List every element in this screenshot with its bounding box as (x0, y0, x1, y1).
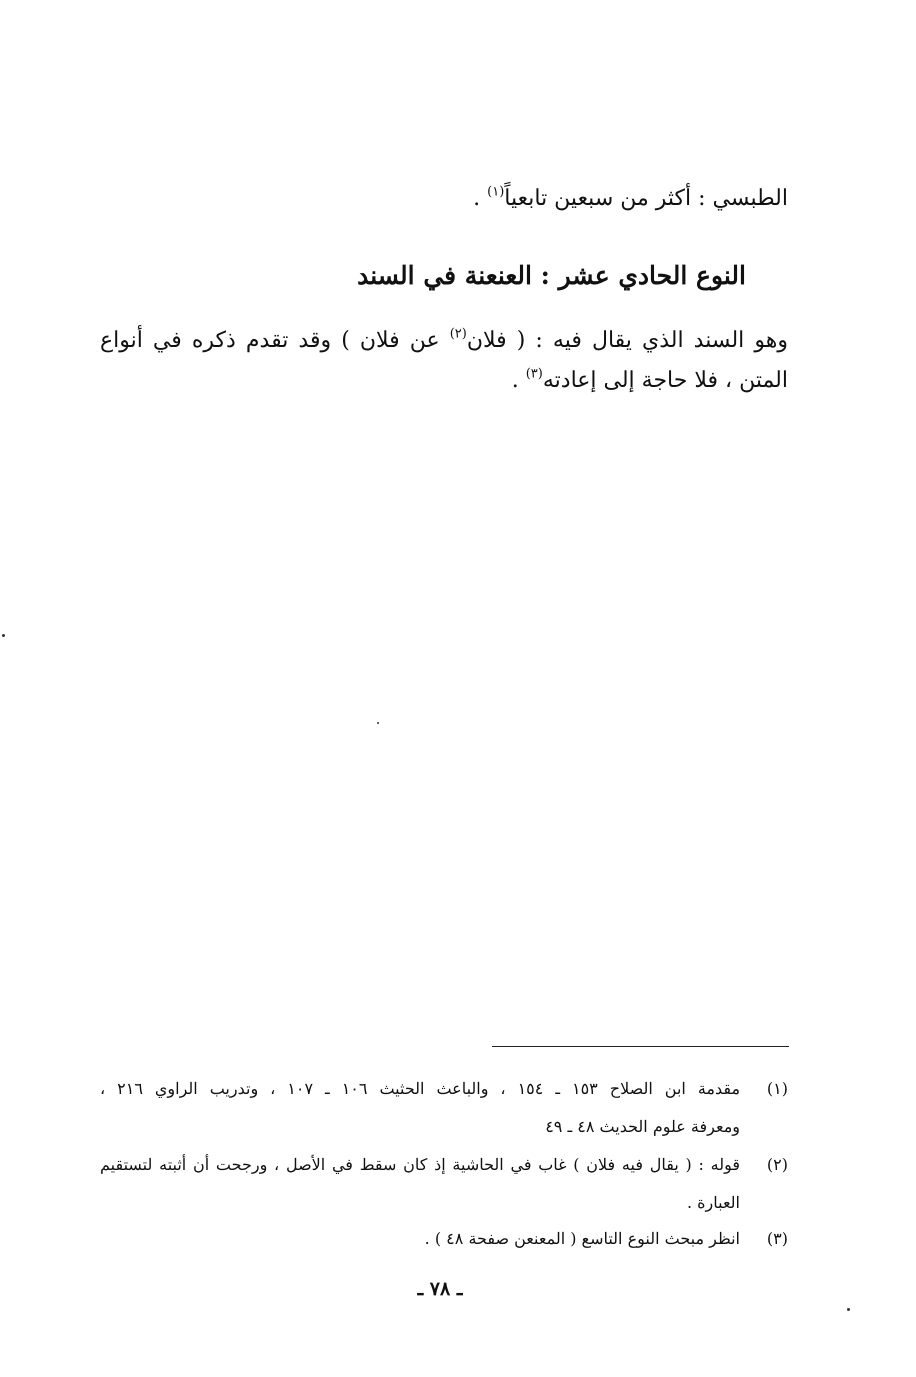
scan-speck (847, 1308, 850, 1311)
footnote-separator (492, 1046, 789, 1047)
section-heading: النوع الحادي عشر : العنعنة في السند (357, 261, 746, 290)
footnote-ref-1[interactable]: (١) (487, 184, 505, 200)
paragraph-text: وهو السند الذي يقال فيه : ( فلان (466, 328, 788, 353)
paragraph-text: عن فلان ) وقد تقدم ذكره في أنواع (100, 328, 450, 353)
footnote-ref-3[interactable]: (٣) (525, 366, 543, 382)
footnote-number-3: (٣) (766, 1229, 788, 1248)
paragraph-text-end: . (511, 368, 526, 393)
body-line-continuation (473, 184, 788, 214)
paragraph-text: المتن ، فلا حاجة إلى إعادته (542, 368, 788, 393)
footnote-1-line-2: ومعرفة علوم الحديث ٤٨ ـ ٤٩ (545, 1117, 740, 1136)
footnote-3-line-1: انظر مبحث النوع التاسع ( المعنعن صفحة ٤٨ ) . (424, 1229, 740, 1248)
body-text-end: . (473, 186, 488, 211)
footnote-ref-2[interactable]: (٢) (449, 326, 467, 342)
body-text: الطبسي : أكثر من سبعين تابعياً (504, 186, 788, 211)
footnote-number-1: (١) (766, 1079, 788, 1098)
footnote-number-2: (٢) (766, 1155, 788, 1174)
scan-speck (377, 722, 379, 724)
scan-speck (2, 634, 5, 637)
footnote-1-line-1: مقدمة ابن الصلاح ١٥٣ ـ ١٥٤ ، والباعث الحثيث ١٠٦ ـ ١٠٧ ، وتدريب الراوي ٢١٦ ، (100, 1079, 741, 1098)
paragraph-line-2 (512, 366, 788, 396)
footnote-2-line-1: قوله : ( يقال فيه فلان ) غاب في الحاشية إذ كان سقط في الأصل ، ورجحت أن أثبته لتستقيم (100, 1155, 740, 1174)
footnote-2-line-2: العبارة . (686, 1193, 740, 1212)
page-number: ـ ٧٨ ـ (417, 1278, 463, 1300)
paragraph-line-1 (100, 326, 788, 356)
